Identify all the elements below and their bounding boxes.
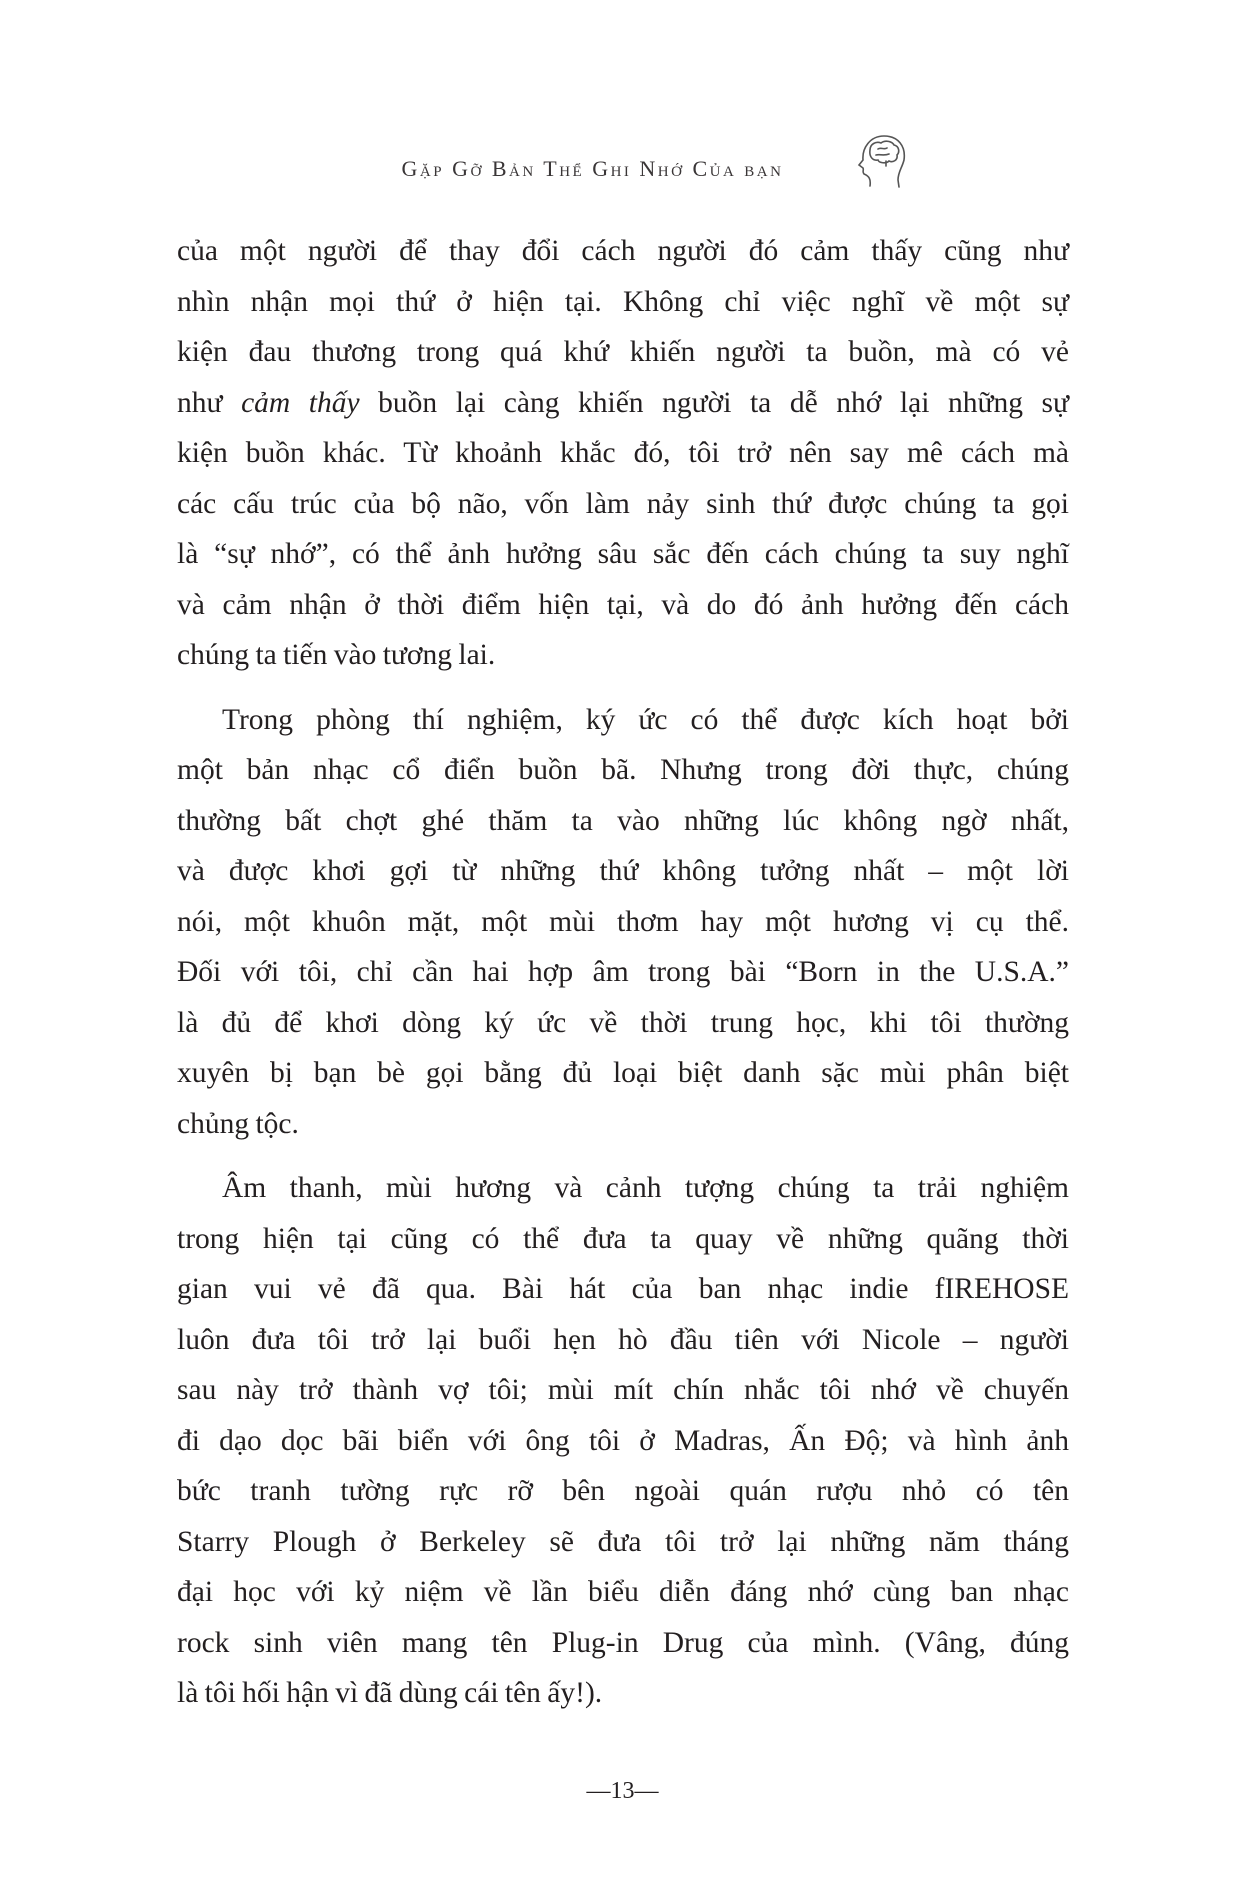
text-line: Đối với tôi, chỉ cần hai hợp âm trong bài “Born in the U.S.A.” [177, 956, 1069, 988]
text-line: của một người để thay đổi cách người đó cảm thấy cũng như [177, 235, 1069, 267]
text-line: chúng ta tiến vào tương lai. [177, 639, 496, 671]
text-line: gian vui vẻ đã qua. Bài hát của ban nhạc indie fIREHOSE [177, 1273, 1069, 1305]
text-line: kiện buồn khác. Từ khoảnh khắc đó, tôi trở nên say mê cách mà [177, 437, 1069, 469]
text-line: Trong phòng thí nghiệm, ký ức có thể được kích hoạt bởi [222, 703, 1069, 736]
text-line: là tôi hối hận vì đã dùng cái tên ấy!). [177, 1677, 603, 1709]
text-line: trong hiện tại cũng có thể đưa ta quay về những quãng thời [177, 1222, 1069, 1255]
text-line: nhìn nhận mọi thứ ở hiện tại. Không chỉ việc nghĩ về một sự [177, 285, 1069, 318]
text-line: một bản nhạc cổ điển buồn bã. Nhưng trong đời thực, chúng [177, 754, 1069, 786]
text-line: kiện đau thương trong quá khứ khiến người ta buồn, mà có vẻ [177, 336, 1069, 368]
emphasis-text: cảm thấy [241, 386, 360, 419]
text-line: đi dạo dọc bãi biển với ông tôi ở Madras, Ấn Độ; và hình ảnh [177, 1424, 1069, 1457]
body-text [177, 226, 1069, 1733]
running-header: Gặp Gỡ Bản Thể Ghi Nhớ Của bạn [401, 156, 784, 181]
text-line: Starry Plough ở Berkeley sẽ đưa tôi trở lại những năm tháng [177, 1525, 1069, 1558]
text-line: Âm thanh, mùi hương và cảnh tượng chúng ta trải nghiệm [222, 1172, 1069, 1204]
paragraph [177, 226, 1069, 681]
text-line: rock sinh viên mang tên Plug-in Drug của mình. (Vâng, đúng [177, 1626, 1069, 1659]
text-line: xuyên bị bạn bè gọi bằng đủ loại biệt danh sặc mùi phân biệt [177, 1057, 1069, 1089]
text-segment: như [177, 386, 242, 419]
text-line: đại học với kỷ niệm về lần biểu diễn đáng nhớ cùng ban nhạc [177, 1576, 1069, 1608]
text-line: và được khơi gợi từ những thứ không tưởng nhất – một lời [177, 855, 1069, 887]
text-line: luôn đưa tôi trở lại buổi hẹn hò đầu tiên với Nicole – người [177, 1323, 1069, 1356]
text-line: là “sự nhớ”, có thể ảnh hưởng sâu sắc đến cách chúng ta suy nghĩ [177, 538, 1069, 570]
text-line [177, 378, 1069, 429]
text-line: là đủ để khơi dòng ký ức về thời trung học, khi tôi thường [177, 1006, 1069, 1039]
paragraph [177, 1163, 1069, 1719]
text-line: bức tranh tường rực rỡ bên ngoài quán rượu nhỏ có tên [177, 1475, 1069, 1507]
text-line: chủng tộc. [177, 1107, 299, 1140]
text-line: sau này trở thành vợ tôi; mùi mít chín nhắc tôi nhớ về chuyến [177, 1374, 1069, 1406]
page-number: —13— [586, 1778, 659, 1804]
paragraph [177, 695, 1069, 1150]
text-line: thường bất chợt ghé thăm ta vào những lúc không ngờ nhất, [177, 804, 1069, 837]
brain-head-icon [856, 132, 908, 190]
text-line: các cấu trúc của bộ não, vốn làm nảy sinh thứ được chúng ta gọi [177, 487, 1069, 520]
text-segment: buồn lại càng khiến người ta dễ nhớ lại những sự [359, 386, 1069, 419]
text-line: nói, một khuôn mặt, một mùi thơm hay một hương vị cụ thể. [177, 905, 1069, 938]
text-line: và cảm nhận ở thời điểm hiện tại, và do đó ảnh hưởng đến cách [177, 588, 1069, 621]
